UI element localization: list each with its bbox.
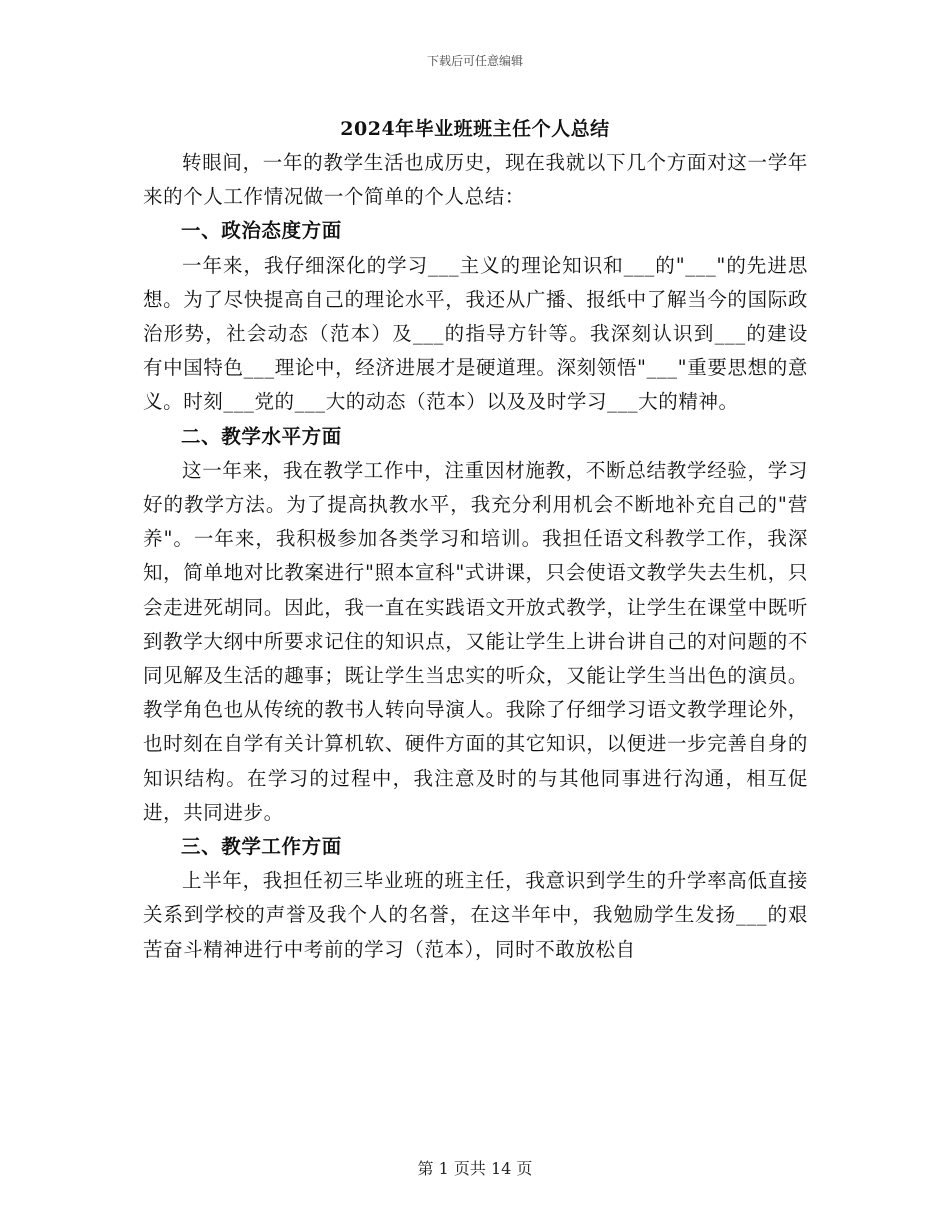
document-title: 2024年毕业班班主任个人总结 — [340, 118, 610, 140]
section-heading-teaching-work: 三、教学工作方面 — [181, 835, 342, 859]
section-heading-teaching-level: 二、教学水平方面 — [181, 424, 342, 448]
section-paragraph-teaching-level: 这一年来，我在教学工作中，注重因材施教，不断总结教学经验，学习好的教学方法。为了提高执教水平，我充分利用机会不断地补充自己的"营养"。一年来，我积极参加各类学习和培训。我担任语文科教学工作，我深知，简单地对比教案进行"照本宣科"式讲课，只会使语文教学失去生机，只会走进死胡同。因此，我一直在实践语文开放式教学，让学生在课堂中既听到教学大纲中所要求记住的知识点，又能让学生上讲台讲自己的对问题的不同见解及生活的趣事；既让学生当忠实的听众，又能让学生当出色的演员。教学角色也从传统的教书人转向导演人。我除了仔细学习语文教学理论外，也时刻在自学有关计算机软、硬件方面的其它知识，以便进一步完善自身的知识结构。在学习的过程中，我注意及时的与其他同事进行沟通，相互促进，共同进步。 — [143, 458, 808, 824]
page-header: 下载后可任意编辑 — [426, 54, 523, 68]
page-number: 第 1 页共 14 页 — [417, 1159, 533, 1178]
section-heading-politics: 一、政治态度方面 — [181, 219, 342, 243]
document-body — [143, 146, 808, 967]
section-paragraph-politics: 一年来，我仔细深化的学习___主义的理论知识和___的"___"的先进思想。为了尽快提高自己的理论水平，我还从广播、报纸中了解当今的国际政治形势，社会动态（范本）及___的指导方针等。我深刻认识到___的建设有中国特色___理论中，经济进展才是硬道理。深刻领悟"___"重要思想的意义。时刻___党的___大的动态（范本）以及及时学习___大的精神。 — [143, 253, 808, 414]
section-paragraph-teaching-work: 上半年，我担任初三毕业班的班主任，我意识到学生的升学率高低直接关系到学校的声誉及我个人的名誉，在这半年中，我勉励学生发扬___的艰苦奋斗精神进行中考前的学习（范本），同时不敢放松自 — [143, 869, 808, 961]
intro-paragraph: 转眼间，一年的教学生活也成历史，现在我就以下几个方面对这一学年来的个人工作情况做一个简单的个人总结： — [143, 151, 808, 209]
